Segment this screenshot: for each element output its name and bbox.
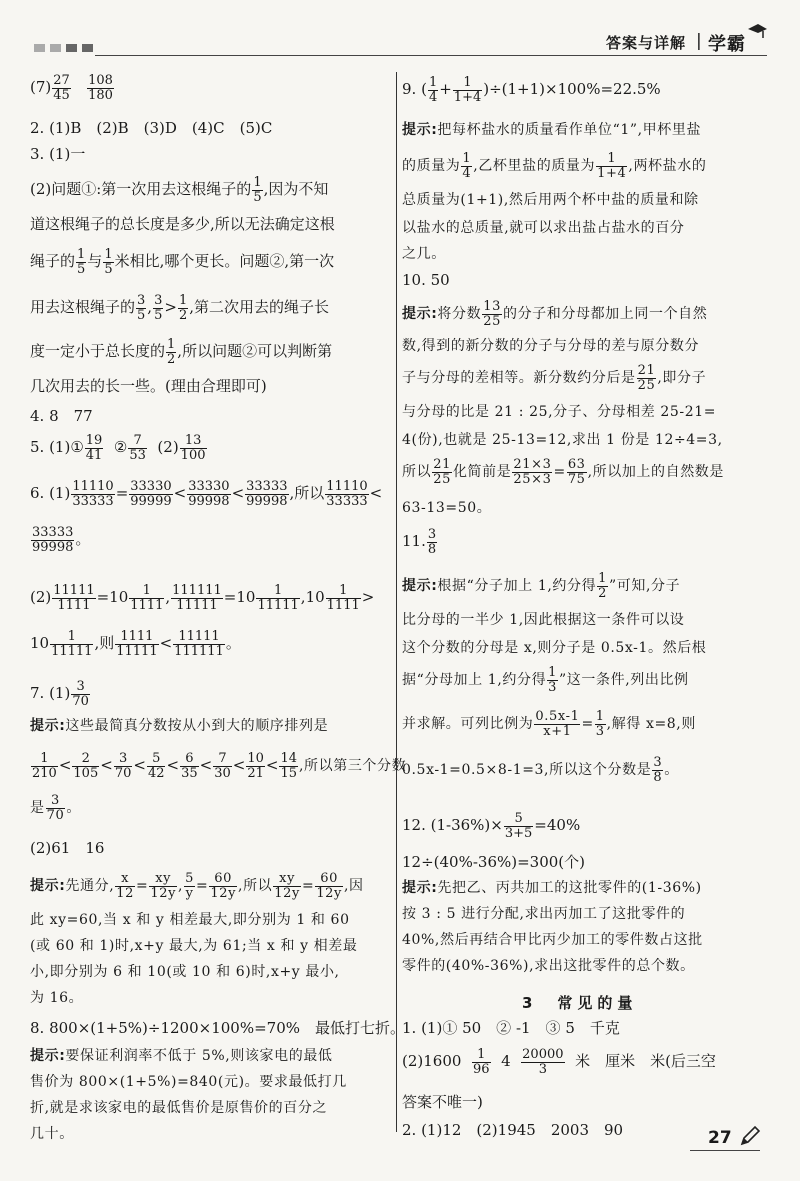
answer-3-text: 绳子的 $\frac{1}{5}$ 与 $\frac{1}{5}$ 米相比,哪个更长。问题②,第一次 bbox=[30, 247, 335, 277]
answer-4: 4. 8 77 bbox=[30, 407, 93, 425]
answer-12-cont: 12÷(40%-36%)=300(个) bbox=[402, 853, 586, 871]
pencil-icon bbox=[738, 1124, 762, 1148]
section-title: 3 常见的量 bbox=[522, 994, 638, 1012]
answer-5: 5. (1)① $\frac{19}{41}$ ② $\frac{7}{53}$ (2) $\frac{13}{100}$ bbox=[30, 433, 206, 463]
answer-3-text: 几次用去的长一些。(理由合理即可) bbox=[30, 377, 267, 395]
hint-11-text: 比分母的一半少 1,因此根据这一条件可以设 bbox=[402, 612, 685, 628]
section-answer-2: 2. (1)12 (2)1945 2003 90 bbox=[402, 1121, 624, 1139]
answer-8: 8. 800×(1+5%)÷1200×100%=70% 最低打七折。 bbox=[30, 1019, 405, 1037]
sequence-fraction: $\frac{2}{105}$ bbox=[73, 751, 99, 781]
sequence-fraction: $\frac{14}{15}$ bbox=[280, 751, 297, 781]
less-than-sign: < bbox=[100, 756, 113, 775]
answer-3-1: 3. (1)一 bbox=[30, 145, 86, 163]
answer-11: 11. $\frac{3}{8}$ bbox=[402, 527, 437, 557]
hint-11-text: 据“分母加上 1,约分得 $\frac{1}{3}$ ”这一条件,列出比例 bbox=[402, 665, 689, 695]
less-than-sign: < bbox=[58, 756, 72, 775]
answer-3-text: 度一定小于总长度的 $\frac{1}{2}$ ,所以问题②可以判断第 bbox=[30, 337, 333, 367]
section-answer-1-2: (2)1600 $\frac{1}{96}$ 4 $\frac{20000}{3}$ 米 厘米 米(后三空 bbox=[402, 1047, 716, 1077]
hint-7-1: 提示:这些最简真分数按从小到大的顺序排列是 bbox=[30, 718, 329, 734]
brand-logo: 学霸 bbox=[708, 34, 746, 55]
header-decoration bbox=[34, 44, 93, 52]
hint-12: 提示:先把乙、丙共加工的这批零件的(1-36%) bbox=[402, 880, 702, 896]
answer-6-2-cont: 10 $\frac{1}{11111}$ ,则 $\frac{1111}{11111}$ < $\frac{11111}{111111}$ 。 bbox=[30, 629, 241, 659]
answer-2: 2. (1)B (2)B (3)D (4)C (5)C bbox=[30, 119, 273, 137]
hint-8-text: 几十。 bbox=[30, 1126, 74, 1142]
less-than-sign: < bbox=[133, 756, 146, 775]
hint-8: 提示:要保证利润率不低于 5%,则该家电的最低 bbox=[30, 1048, 333, 1064]
sequence-fraction: $\frac{1}{210}$ bbox=[32, 751, 57, 781]
answer-6-1-cont: $\frac{33333}{99998}$ 。 bbox=[32, 525, 91, 555]
hint-11-text: 这个分数的分母是 x,则分子是 0.5x-1。然后根 bbox=[402, 640, 707, 656]
hint-10-text: 与分母的比是 21 : 25,分子、分母相差 25-21= bbox=[402, 404, 717, 420]
header-rule bbox=[95, 55, 767, 56]
hint-10: 提示:将分数 $\frac{13}{25}$ 的分子和分母都加上同一个自然 bbox=[402, 299, 708, 329]
answer-3-text: 用去这根绳子的 $\frac{3}{5}$ , $\frac{3}{5}$ > $\frac{1}{2}$ ,第二次用去的绳子长 bbox=[30, 293, 329, 323]
less-than-sign: < bbox=[166, 756, 180, 775]
answer-6-1: 6. (1) $\frac{11110}{33333}$ = $\frac{33330}{99999}$ < $\frac{33330}{99998}$ < $\frac{33333}{99998}$ ,所以 $\frac{11110}{33333}$ < bbox=[30, 479, 383, 509]
answer-3-text: 道这根绳子的总长度是多少,所以无法确定这根 bbox=[30, 215, 335, 233]
answer-3-2: (2)问题①:第一次用去这根绳子的 $\frac{1}{5}$ ,因为不知 bbox=[30, 175, 329, 205]
sequence-fraction: $\frac{5}{42}$ bbox=[147, 751, 165, 781]
hint-7-conclusion: 是 $\frac{3}{70}$ 。 bbox=[30, 793, 81, 823]
less-than-sign: < bbox=[199, 756, 213, 775]
sequence-fraction: $\frac{6}{35}$ bbox=[181, 751, 198, 781]
footer-rule bbox=[690, 1150, 760, 1151]
sequence-fraction: $\frac{7}{30}$ bbox=[214, 751, 231, 781]
hint-10-text: 4(份),也就是 25-13=12,求出 1 份是 12÷4=3, bbox=[402, 432, 723, 448]
answer-7-2: (2)61 16 bbox=[30, 839, 105, 857]
answer-12: 12. (1-36%)× $\frac{5}{3+5}$ =40% bbox=[402, 811, 581, 841]
sequence-fraction: $\frac{3}{70}$ bbox=[114, 751, 132, 781]
hint-7-2-text: (或 60 和 1)时,x+y 最大,为 61;当 x 和 y 相差最 bbox=[30, 938, 358, 954]
hint-12-text: 零件的(40%-36%),求出这批零件的总个数。 bbox=[402, 958, 695, 974]
less-than-sign: < bbox=[265, 756, 279, 775]
hint-10-text: 所以 $\frac{21}{25}$ 化简前是 $\frac{21\times 3}{25\times 3}$ = $\frac{63}{75}$ ,所以加上的自然数是 bbox=[402, 457, 725, 487]
less-than-sign: < bbox=[232, 756, 246, 775]
hint-10-text: 63-13=50。 bbox=[402, 500, 492, 516]
hint-8-text: 折,就是求该家电的最低售价是原售价的百分之 bbox=[30, 1100, 328, 1116]
hint-9-text: 之几。 bbox=[402, 246, 446, 262]
header-title: 答案与详解 bbox=[606, 34, 687, 52]
hint-11-text: 0.5x-1=0.5×8-1=3,所以这个分数是 $\frac{3}{8}$ 。 bbox=[402, 755, 679, 785]
answer-9: 9. ( $\frac{1}{4}$ + $\frac{1}{1+4}$ )÷(1+1)×100%=22.5% bbox=[402, 75, 661, 105]
sequence-fraction: $\frac{10}{21}$ bbox=[247, 751, 264, 781]
grad-cap-icon bbox=[746, 22, 768, 42]
hint-7-sequence: $\frac{1}{210}$ < $\frac{2}{105}$ < $\frac{3}{70}$ < $\frac{5}{42}$ < $\frac{6}{35}$ < $\frac{7}{30}$ < $\frac{10}{21}$ < $\frac{14}{15}$ ,所以第三个分数 bbox=[32, 751, 407, 781]
section-answer-1-2-cont: 答案不唯一) bbox=[402, 1093, 483, 1111]
section-answer-1-1: 1. (1)① 50 ② -1 ③ 5 千克 bbox=[402, 1019, 620, 1037]
hint-7-2: 提示:先通分, $\frac{x}{12}$ = $\frac{xy}{12y}$ , $\frac{5}{y}$ = $\frac{60}{12y}$ ,所以 $\frac{xy}{12y}$ = $\frac{60}{12y}$ ,因 bbox=[30, 871, 364, 901]
answer-7-1: 7. (1) $\frac{3}{70}$ bbox=[30, 679, 89, 709]
hint-11-text: 并求解。可列比例为 $\frac{0.5x-1}{x+1}$ = $\frac{1}{3}$ ,解得 x=8,则 bbox=[402, 709, 696, 739]
hint-8-text: 售价为 800×(1+5%)=840(元)。要求最低打几 bbox=[30, 1074, 347, 1090]
header-separator: | bbox=[696, 31, 702, 51]
hint-9-text: 总质量为(1+1),然后用两个杯中盐的质量和除 bbox=[402, 192, 699, 208]
column-divider bbox=[396, 72, 397, 1132]
hint-9-text: 的质量为 $\frac{1}{4}$ ,乙杯里盐的质量为 $\frac{1}{1+4}$ ,两杯盐水的 bbox=[402, 151, 707, 181]
page-header bbox=[0, 0, 800, 62]
hint-9: 提示:把每杯盐水的质量看作单位“1”,甲杯里盐 bbox=[402, 122, 702, 138]
hint-12-text: 40%,然后再结合甲比丙少加工的零件数占这批 bbox=[402, 932, 703, 948]
hint-9-text: 以盐水的总质量,就可以求出盐占盐水的百分 bbox=[402, 220, 685, 236]
answer-1-7: (7) $\frac{27}{45}$ $\frac{108}{180}$ bbox=[30, 73, 113, 103]
hint-11: 提示:根据“分子加上 1,约分得 $\frac{1}{2}$ ”可知,分子 bbox=[402, 571, 681, 601]
hint-7-2-text: 此 xy=60,当 x 和 y 相差最大,即分别为 1 和 60 bbox=[30, 912, 350, 928]
answer-10: 10. 50 bbox=[402, 271, 450, 289]
hint-12-text: 按 3 : 5 进行分配,求出丙加工了这批零件的 bbox=[402, 906, 686, 922]
page-number: 27 bbox=[708, 1128, 732, 1148]
hint-7-2-text: 为 16。 bbox=[30, 990, 84, 1006]
answer-6-2: (2) $\frac{11111}{1111}$ =10 $\frac{1}{1111}$ , $\frac{111111}{11111}$ =10 $\frac{1}{11111}$ ,10 $\frac{1}{1111}$ > bbox=[30, 583, 375, 613]
hint-10-text: 数,得到的新分数的分子与分母的差与原分数分 bbox=[402, 338, 700, 354]
hint-7-2-text: 小,即分别为 6 和 10(或 10 和 6)时,x+y 最小, bbox=[30, 964, 340, 980]
hint-10-text: 子与分母的差相等。新分数约分后是 $\frac{21}{25}$ ,即分子 bbox=[402, 363, 707, 393]
